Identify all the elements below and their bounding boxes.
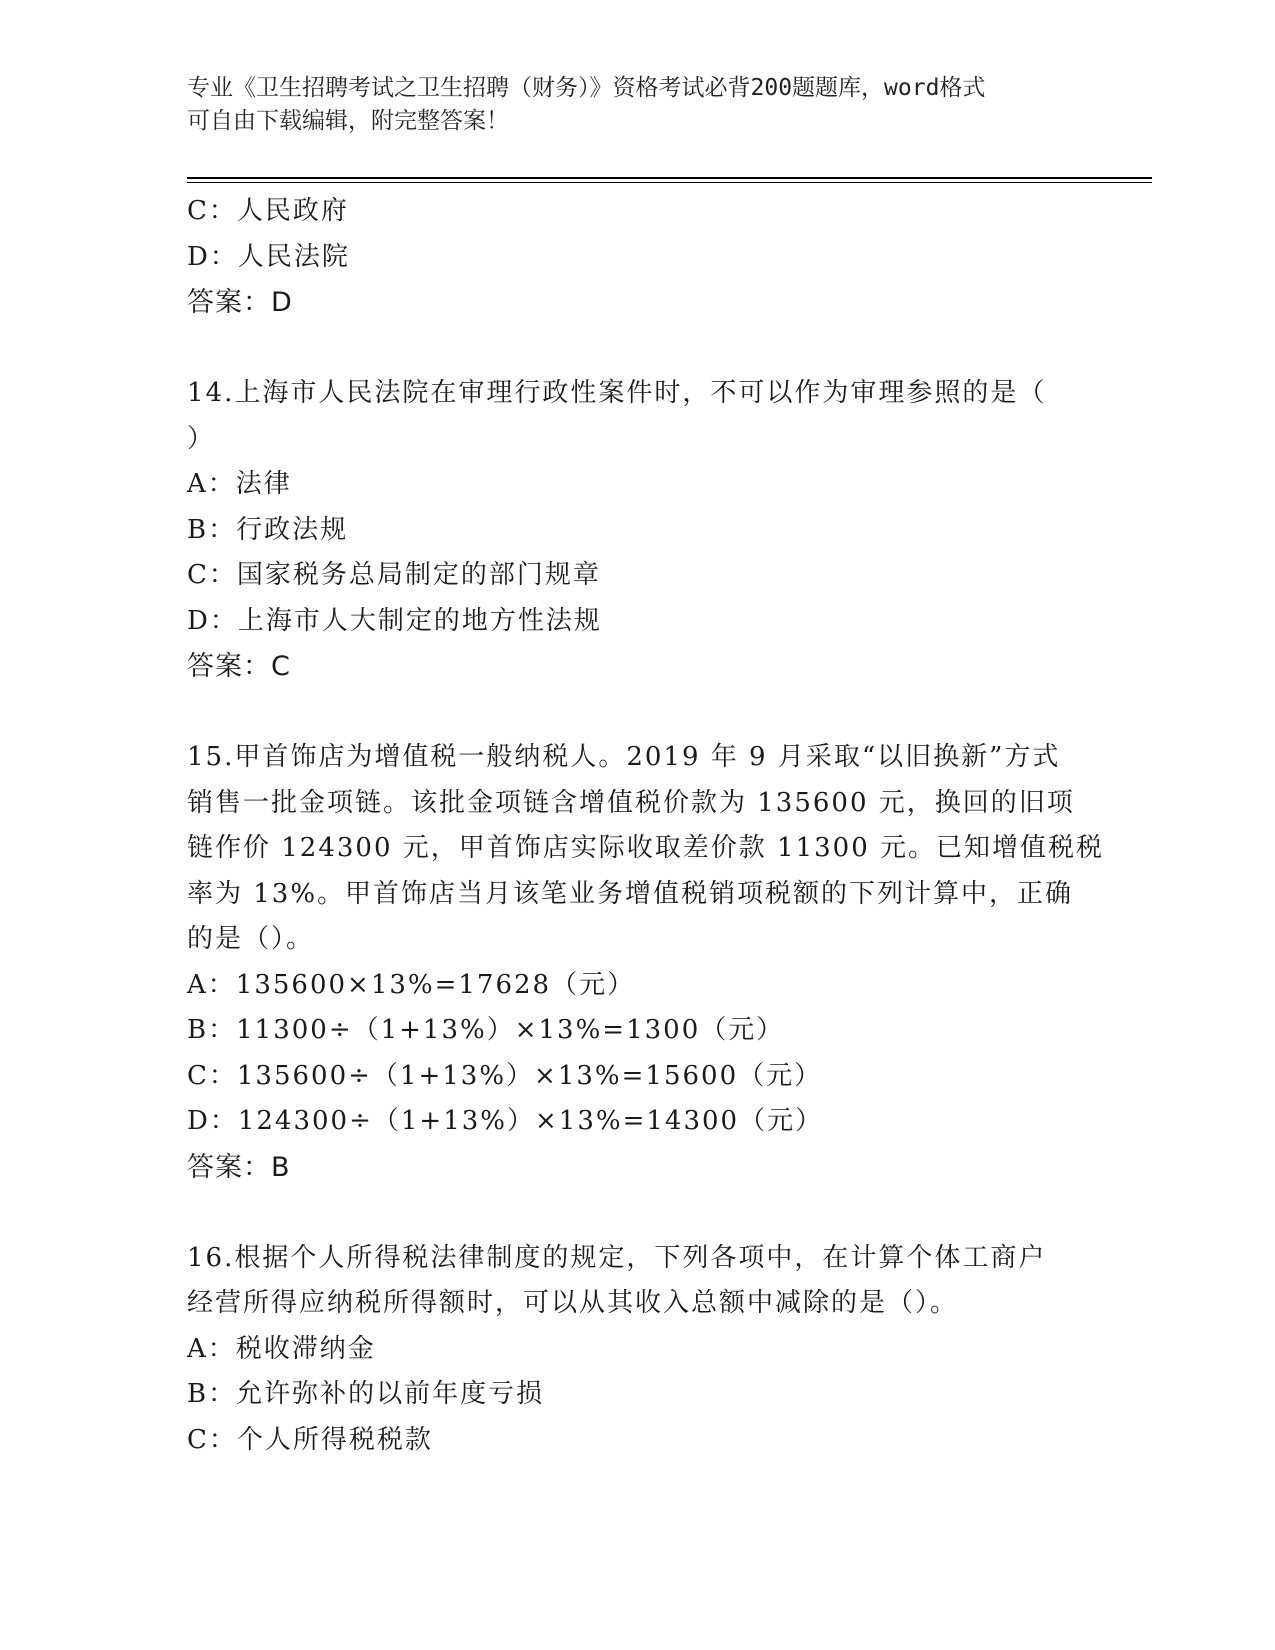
question-text-line: 链作价 124300 元，甲首饰店实际收取差价款 11300 元。已知增值税税 <box>187 833 1105 863</box>
question-text-line: 销售一批金项链。该批金项链含增值税价款为 135600 元，换回的旧项 <box>187 787 1075 818</box>
document-header <box>187 72 1067 138</box>
option-d: D：124300÷（1+13%）×13%=14300（元） <box>187 1106 824 1136</box>
option-a: A：135600×13%=17628（元） <box>187 969 636 1000</box>
header-line-2: 可自由下载编辑，附完整答案！ <box>187 108 509 134</box>
option-a: A：法律 <box>187 469 292 499</box>
question-text-line: 16.根据个人所得税法律制度的规定，下列各项中，在计算个体工商户 <box>187 1242 1047 1273</box>
question-text-line: ） <box>187 423 216 454</box>
answer-line: 答案：C <box>187 651 291 682</box>
option-c: C：个人所得税税款 <box>187 1424 433 1455</box>
spacer <box>187 690 1077 736</box>
question-16 <box>187 1236 1077 1464</box>
header-divider-thick <box>187 177 1152 179</box>
option-b: B：允许弥补的以前年度亏损 <box>187 1379 545 1409</box>
answer-line: 答案：B <box>187 1151 291 1183</box>
header-divider-thin <box>187 182 1152 183</box>
option-c: C：135600÷（1+13%）×13%=15600（元） <box>187 1060 823 1091</box>
question-text-line: 15.甲首饰店为增值税一般纳税人。2019 年 9 月采取“以旧换新”方式 <box>187 742 1061 772</box>
question-15 <box>187 735 1105 1190</box>
option-d: D：人民法院 <box>187 241 350 272</box>
answer-line: 答案：D <box>187 287 293 318</box>
prev-question <box>187 189 1077 326</box>
question-text-line: 14.上海市人民法院在审理行政性案件时，不可以作为审理参照的是（ <box>187 378 1047 408</box>
question-list <box>187 189 1105 1463</box>
option-c: C：国家税务总局制定的部门规章 <box>187 560 601 590</box>
option-c: C：人民政府 <box>187 196 349 226</box>
spacer <box>187 1190 1077 1236</box>
question-text-line: 经营所得应纳税所得额时，可以从其收入总额中减除的是（）。 <box>187 1288 959 1318</box>
option-b: B：行政法规 <box>187 514 349 545</box>
option-a: A：税收滞纳金 <box>187 1333 376 1364</box>
question-text-line: 的是（）。 <box>187 924 315 954</box>
question-text-line: 率为 13%。甲首饰店当月该笔业务增值税销项税额的下列计算中，正确 <box>187 878 1074 909</box>
option-d: D：上海市人大制定的地方性法规 <box>187 605 602 636</box>
header-line-1: 专业《卫生招聘考试之卫生招聘（财务）》资格考试必背200题题库，word格式 <box>187 75 986 101</box>
question-14 <box>187 371 1077 690</box>
option-b: B：11300÷（1+13%）×13%=1300（元） <box>187 1015 785 1045</box>
spacer <box>187 326 1077 372</box>
